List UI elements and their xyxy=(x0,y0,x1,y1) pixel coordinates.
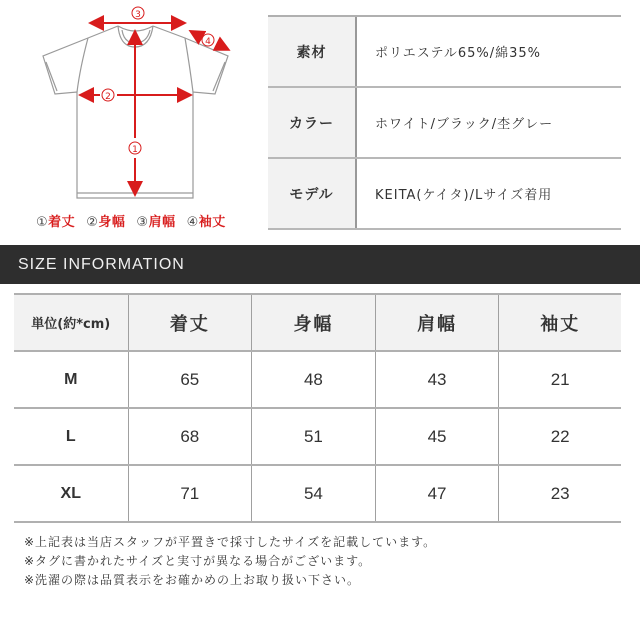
header-shoulder: 肩幅 xyxy=(375,294,499,351)
cell-sleeve: 22 xyxy=(499,408,621,465)
marker-length: 1 xyxy=(132,145,138,155)
note-line: ※タグに書かれたサイズと実寸が異なる場合がございます。 xyxy=(24,554,372,568)
size-table-header xyxy=(14,294,621,351)
size-label: XL xyxy=(14,465,128,522)
spec-label: モデル xyxy=(268,159,357,228)
table-row xyxy=(14,408,621,465)
spec-label: カラー xyxy=(268,88,357,157)
marker-width: 2 xyxy=(105,92,111,102)
section-title-bar: SIZE INFORMATION xyxy=(0,245,640,284)
spec-label: 素材 xyxy=(268,17,357,86)
header-sleeve: 袖丈 xyxy=(499,294,621,351)
legend-item-width: ②身幅 xyxy=(86,215,126,230)
tshirt-measurement-diagram xyxy=(0,0,260,240)
table-row xyxy=(14,351,621,408)
cell-sleeve: 21 xyxy=(499,351,621,408)
spec-row-color xyxy=(268,88,621,159)
spec-value: ホワイト/ブラック/杢グレー xyxy=(375,117,554,132)
header-length: 着丈 xyxy=(128,294,252,351)
cell-width: 48 xyxy=(252,351,376,408)
cell-width: 54 xyxy=(252,465,376,522)
note-line: ※上記表は当店スタッフが平置きで採寸したサイズを記載しています。 xyxy=(24,535,437,549)
cell-shoulder: 45 xyxy=(375,408,499,465)
size-table xyxy=(14,293,621,523)
spec-row-material xyxy=(268,17,621,88)
spec-value: KEITA(ケイタ)/Lサイズ着用 xyxy=(375,188,553,203)
tshirt-illustration xyxy=(0,0,260,240)
header-unit: 単位(約*cm) xyxy=(14,294,128,351)
note-line: ※洗濯の際は品質表示をお確かめの上お取り扱い下さい。 xyxy=(24,573,361,587)
product-spec-table xyxy=(268,15,621,230)
marker-sleeve: 4 xyxy=(205,37,211,47)
cell-width: 51 xyxy=(252,408,376,465)
measurement-legend xyxy=(36,211,256,230)
header-width: 身幅 xyxy=(252,294,376,351)
legend-item-sleeve: ④袖丈 xyxy=(186,215,226,230)
spec-value: ポリエステル65%/綿35% xyxy=(375,46,541,61)
size-notes xyxy=(24,533,436,590)
legend-item-length: ①着丈 xyxy=(36,215,76,230)
spec-row-model xyxy=(268,159,621,230)
size-label: L xyxy=(14,408,128,465)
size-label: M xyxy=(14,351,128,408)
cell-sleeve: 23 xyxy=(499,465,621,522)
cell-length: 65 xyxy=(128,351,252,408)
legend-item-shoulder: ③肩幅 xyxy=(136,215,176,230)
cell-length: 68 xyxy=(128,408,252,465)
table-row xyxy=(14,465,621,522)
marker-shoulder: 3 xyxy=(135,10,141,20)
cell-length: 71 xyxy=(128,465,252,522)
cell-shoulder: 47 xyxy=(375,465,499,522)
cell-shoulder: 43 xyxy=(375,351,499,408)
